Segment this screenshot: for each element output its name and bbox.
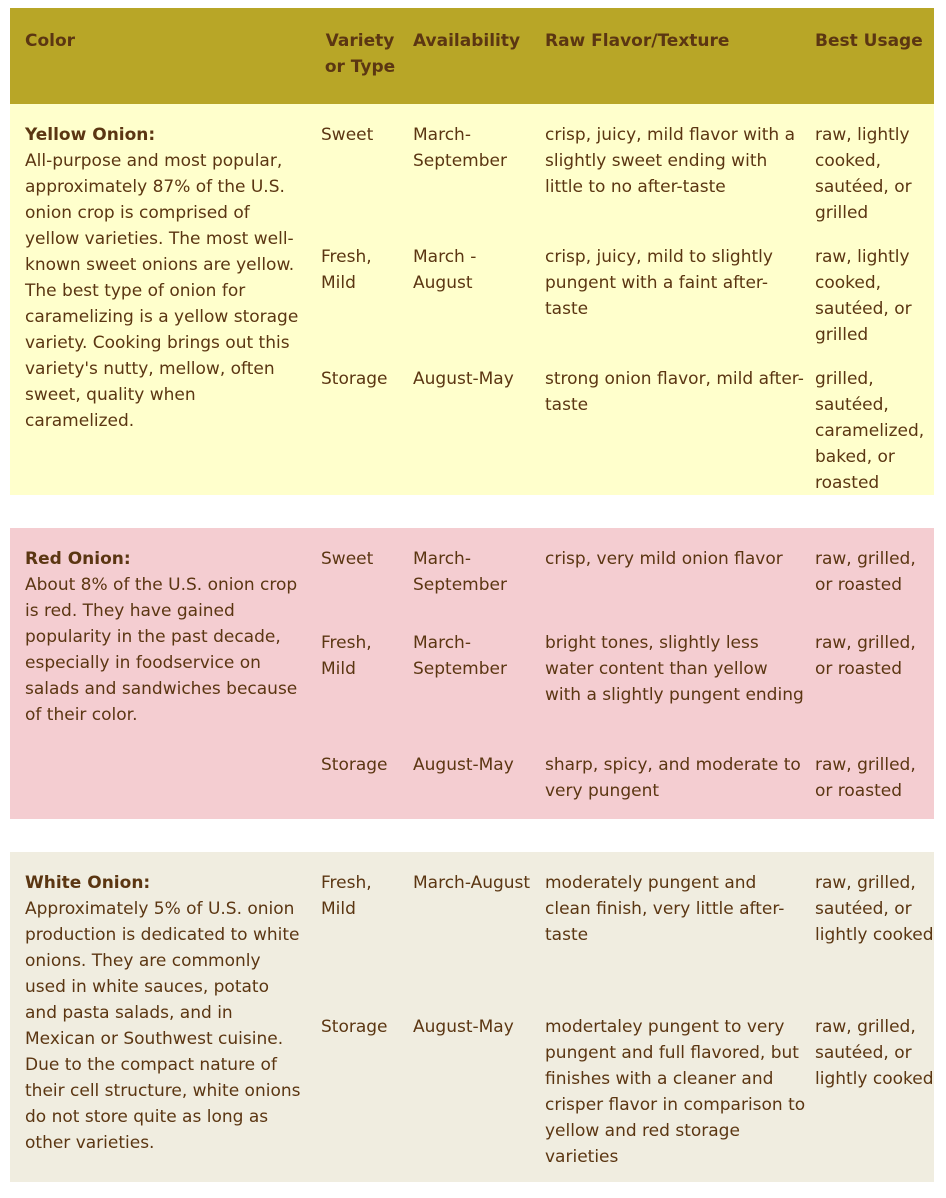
- table-cell-availability: August-May: [413, 369, 514, 389]
- table-cell-usage: raw, grilled, sautéed, or lightly cooked: [815, 1017, 934, 1089]
- white-onion-color-cell: [25, 870, 305, 1156]
- table-cell-availability: March-September: [413, 549, 507, 595]
- table-cell-type: Fresh, Mild: [321, 873, 372, 919]
- header-raw-flavor-texture: Raw Flavor/Texture: [545, 31, 730, 51]
- table-cell-flavor: bright tones, slightly less water content than yellow with a slightly pungent ending: [545, 633, 804, 705]
- table-cell-usage: raw, lightly cooked, sautéed, or grilled: [815, 247, 912, 345]
- table-cell-type: Sweet: [321, 125, 374, 145]
- table-cell-type: Fresh, Mild: [321, 247, 372, 293]
- group-description: All-purpose and most popular, approximately 87% of the U.S. onion crop is comprised of yellow varieties. The most well-known sweet onions are yellow. The best type of onion for caramelizing is a yellow storage variety. Cooking brings out this variety's nutty, mellow, often sweet, quality when caramelized.: [25, 151, 299, 431]
- table-cell-availability: August-May: [413, 755, 514, 775]
- table-cell-usage: raw, grilled, or roasted: [815, 633, 916, 679]
- table-cell-type: Storage: [321, 755, 388, 775]
- table-cell-usage: raw, lightly cooked, sautéed, or grilled: [815, 125, 912, 223]
- table-cell-type: Fresh, Mild: [321, 633, 372, 679]
- table-cell-usage: raw, grilled, or roasted: [815, 549, 916, 595]
- table-cell-type: Sweet: [321, 549, 374, 569]
- yellow-onion-group: [10, 104, 934, 495]
- group-name: Red Onion:: [25, 549, 131, 569]
- table-cell-type: Storage: [321, 369, 388, 389]
- table-cell-availability: March-September: [413, 125, 507, 171]
- header-variety-or-type: Variety or Type: [324, 31, 396, 77]
- table-cell-flavor: moderately pungent and clean finish, very little after-taste: [545, 873, 785, 945]
- table-cell-flavor: crisp, juicy, mild flavor with a slightly sweet ending with little to no after-taste: [545, 125, 796, 197]
- group-description: About 8% of the U.S. onion crop is red. They have gained popularity in the past decade, especially in foodservice on salads and sandwiches because of their color.: [25, 575, 298, 725]
- group-description: Approximately 5% of U.S. onion production is dedicated to white onions. They are commonly used in white sauces, potato and pasta salads, and in Mexican or Southwest cuisine. Due to the compact nature of their cell structure, white onions do not store quite as long as other varieties.: [25, 899, 301, 1153]
- table-cell-type: Storage: [321, 1017, 388, 1037]
- table-cell-availability: March-August: [413, 873, 531, 893]
- white-onion-group: [10, 852, 934, 1182]
- table-cell-availability: March-September: [413, 633, 507, 679]
- group-name: Yellow Onion:: [25, 125, 156, 145]
- table-cell-flavor: modertaley pungent to very pungent and full flavored, but finishes with a cleaner and crisper flavor in comparison to yellow and red storage varieties: [545, 1017, 806, 1167]
- table-cell-usage: raw, grilled, sautéed, or lightly cooked: [815, 873, 934, 945]
- table-cell-availability: March - August: [413, 247, 477, 293]
- table-cell-usage: grilled, sautéed, caramelized, baked, or roasted: [815, 369, 925, 493]
- table-cell-flavor: strong onion flavor, mild after-taste: [545, 369, 804, 415]
- header-color: Color: [25, 31, 76, 51]
- red-onion-group: [10, 528, 934, 819]
- group-name: White Onion:: [25, 873, 151, 893]
- table-cell-availability: August-May: [413, 1017, 514, 1037]
- header-best-usage: Best Usage: [815, 31, 923, 51]
- red-onion-color-cell: [25, 546, 305, 728]
- table-cell-flavor: crisp, very mild onion flavor: [545, 549, 783, 569]
- table-cell-flavor: crisp, juicy, mild to slightly pungent with a faint after-taste: [545, 247, 773, 319]
- table-header-row: [10, 8, 934, 104]
- table-cell-flavor: sharp, spicy, and moderate to very pungent: [545, 755, 801, 801]
- header-availability: Availability: [413, 31, 521, 51]
- yellow-onion-color-cell: [25, 122, 305, 434]
- table-cell-usage: raw, grilled, or roasted: [815, 755, 916, 801]
